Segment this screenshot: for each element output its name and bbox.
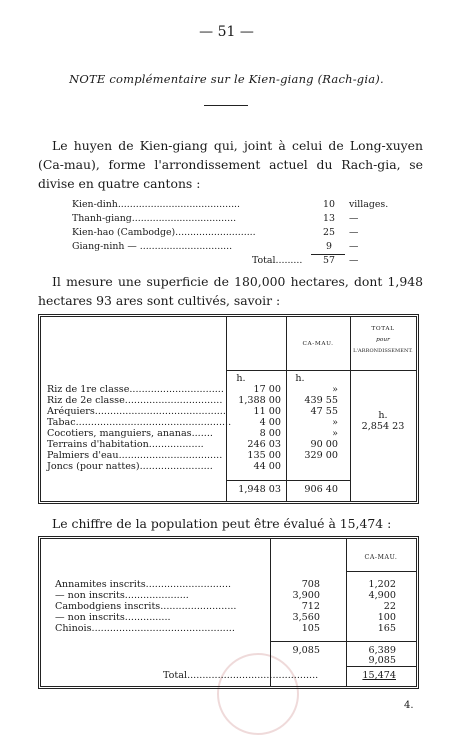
table-cell: 90 00 [310, 439, 338, 450]
table-cell: 165 [377, 623, 396, 634]
table-cell: 4 00 [259, 417, 281, 428]
table-cell: 11 00 [253, 406, 281, 417]
column-divider [350, 317, 351, 501]
canton-unit: — [349, 227, 359, 238]
header-camau: CA-MAU. [302, 341, 334, 347]
table-row-label: Joncs (pour nattes)........................ [47, 461, 213, 472]
canton-total-unit: — [349, 255, 359, 266]
canton-name: Kien-dinh......................................... [72, 199, 241, 210]
sum-cell: 9,085 [292, 645, 320, 656]
canton-count: 13 [323, 213, 335, 224]
table-cell: 3,560 [292, 612, 320, 623]
canton-count: 9 [326, 241, 332, 252]
header-rule [346, 571, 416, 572]
table-row-label: Riz de 2e classe................................ [47, 395, 223, 406]
unit-label: h. [295, 373, 305, 384]
unit-label: h. [236, 373, 246, 384]
canton-row [72, 240, 402, 254]
table-cell: 708 [301, 579, 320, 590]
cantons-list [72, 198, 402, 268]
sum-rule [270, 641, 416, 642]
table-cell: » [332, 428, 338, 439]
signature-mark: 4. [404, 700, 414, 711]
table-row-label: Annamites inscrits............................ [55, 579, 232, 590]
paragraph-1: Le huyen de Kien-giang qui, joint à celui de Long-xuyen (Ca-mau), forme l'arrondissement actuel du Rach-gia, se divise en quatre cantons : [38, 138, 423, 191]
table-cell: 329 00 [304, 450, 338, 461]
total-label: Total........................................... [163, 670, 319, 681]
canton-name: Giang-ninh — ............................... [72, 241, 233, 252]
canton-unit: — [349, 241, 359, 252]
canton-total-label: Total......... [252, 255, 303, 266]
table-cell: » [332, 417, 338, 428]
total-value: 2,854 23 [361, 421, 405, 432]
sum-rule [226, 480, 350, 481]
table-cell: 1,388 00 [238, 395, 281, 406]
table-cell: 47 55 [310, 406, 338, 417]
sum-cell: 906 40 [304, 484, 338, 495]
canton-name: Kien-hao (Cambodge)........................... [72, 227, 256, 238]
table-cell: 712 [301, 601, 320, 612]
total-value: 15,474 [362, 670, 396, 681]
cultivation-table [38, 314, 419, 504]
table-cell: 105 [301, 623, 320, 634]
table-cell: 246 03 [247, 439, 281, 450]
note-title: NOTE complémentaire sur le Kien-giang (Rach-gia). [69, 72, 384, 86]
canton-row [72, 212, 402, 226]
canton-unit: villages. [349, 199, 389, 210]
canton-count: 10 [323, 199, 335, 210]
header-total-3: L'ARRONDISSEMENT. [353, 348, 413, 354]
table-row-label: Aréquiers........................................... [47, 406, 226, 417]
header-camau: CA-MAU. [364, 554, 398, 561]
sum-rule [346, 666, 416, 667]
canton-total-row [72, 254, 402, 268]
table-row-label: Chinois............................................... [55, 623, 235, 634]
header-total-2: pour [376, 337, 390, 343]
table-cell: 8 00 [259, 428, 281, 439]
table-cell: » [332, 384, 338, 395]
canton-count: 25 [323, 227, 335, 238]
table-cell: 44 00 [253, 461, 281, 472]
table-row-label: Cocotiers, manguiers, ananas....... [47, 428, 213, 439]
table-cell: 3,900 [292, 590, 320, 601]
canton-row [72, 198, 402, 212]
table-cell: 439 55 [304, 395, 338, 406]
carry-cell: 9,085 [368, 655, 396, 666]
header-rule [226, 370, 416, 371]
paragraph-2: Il mesure une superficie de 180,000 hectares, dont 1,948 hectares 93 ares sont cultivés, savoir : [38, 274, 423, 308]
table-cell: 22 [383, 601, 396, 612]
table-row-label: — non inscrits............... [55, 612, 171, 623]
table-cell: 17 00 [253, 384, 281, 395]
population-table [38, 536, 419, 689]
table-row-label: Tabac................................................... [47, 417, 232, 428]
table-row-label: — non inscrits..................... [55, 590, 189, 601]
table-cell: 135 00 [247, 450, 281, 461]
sum-cell: 1,948 03 [238, 484, 281, 495]
table-row-label: Palmiers d'eau.................................. [47, 450, 223, 461]
total-unit: h. [378, 410, 388, 421]
page-number: — 51 — [199, 24, 254, 40]
canton-name: Thanh-giang................................... [72, 213, 237, 224]
canton-row [72, 226, 402, 240]
table-cell: 100 [377, 612, 396, 623]
table-cell: 1,202 [368, 579, 396, 590]
table-row-label: Riz de 1re classe............................... [47, 384, 224, 395]
title-rule [204, 105, 248, 106]
sum-cell: 6,389 [368, 645, 396, 656]
table-row-label: Cambodgiens inscrits......................... [55, 601, 237, 612]
table-cell: 4,900 [368, 590, 396, 601]
paragraph-3: Le chiffre de la population peut être évalué à 15,474 : [52, 516, 392, 531]
header-total-1: TOTAL [371, 326, 395, 332]
canton-total-count: 57 [323, 255, 335, 266]
table-row-label: Terrains d'habitation.................. [47, 439, 204, 450]
canton-unit: — [349, 213, 359, 224]
